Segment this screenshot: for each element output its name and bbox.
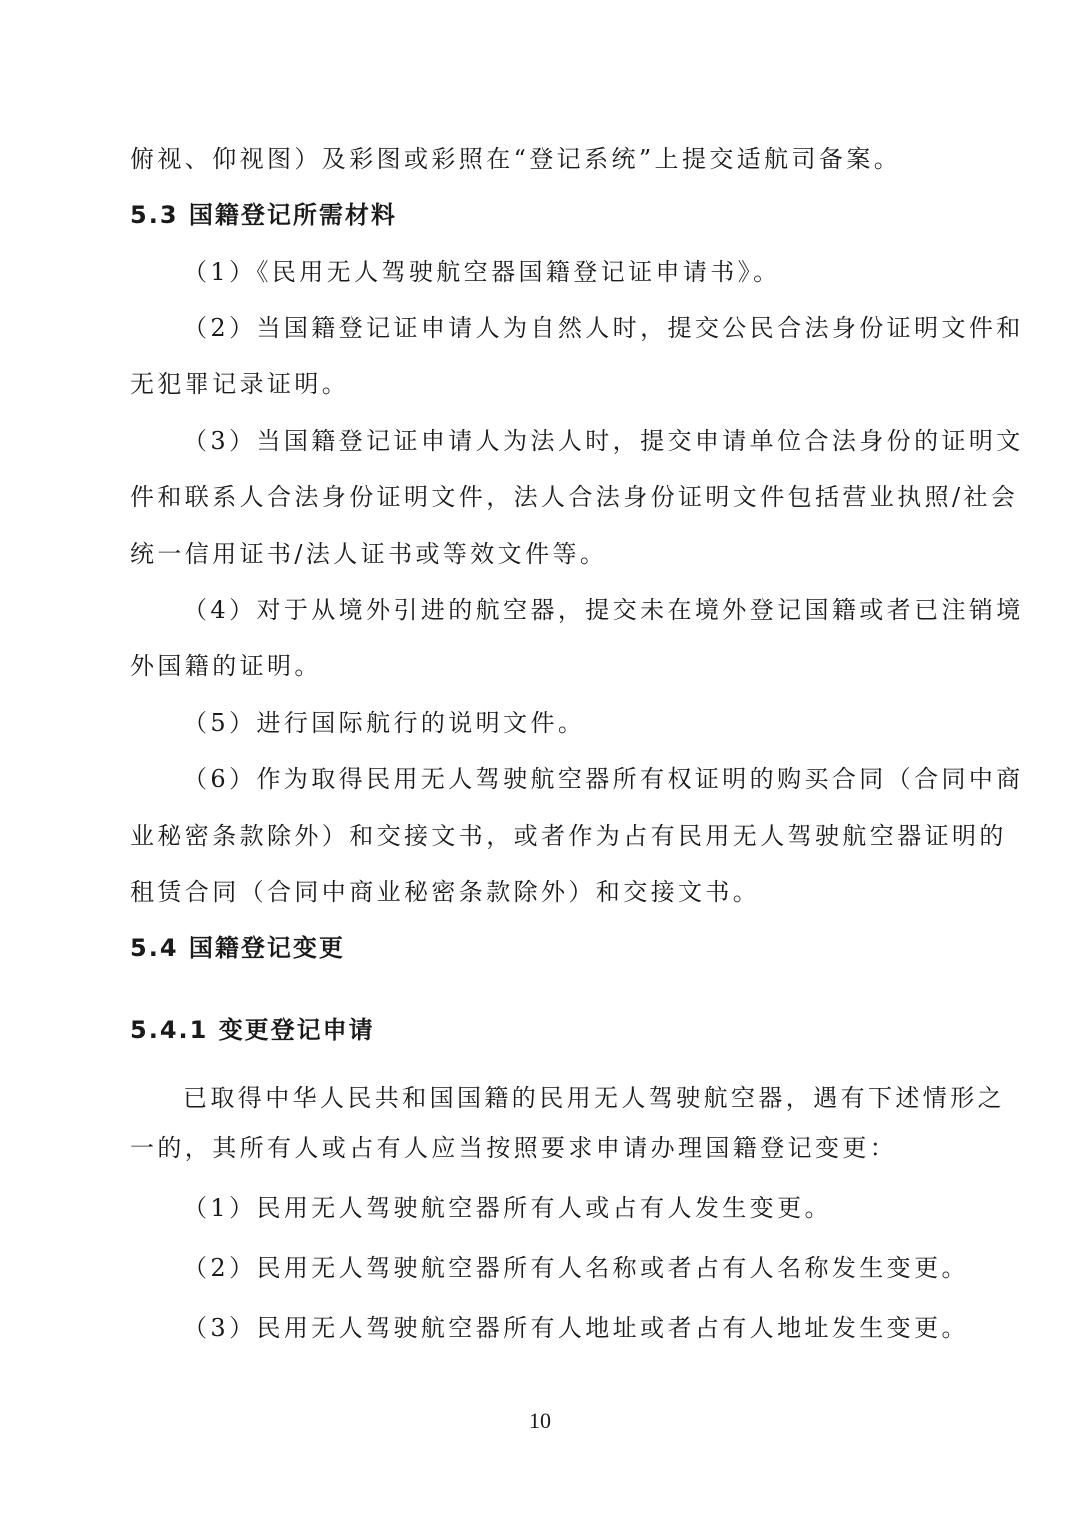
- paragraph-line: 件和联系人合法身份证明文件，法人合法身份证明文件包括营业执照/社会: [130, 483, 1019, 511]
- list-item-4: （4）对于从境外引进的航空器，提交未在境外登记国籍或者已注销境: [183, 596, 1024, 624]
- change-item-3: （3）民用无人驾驶航空器所有人地址或者占有人地址发生变更。: [183, 1314, 969, 1342]
- paragraph-line: 俯视、仰视图）及彩图或彩照在“登记系统”上提交适航司备案。: [130, 145, 902, 173]
- paragraph-line: 统一信用证书/法人证书或等效文件等。: [130, 540, 608, 568]
- list-item-2: （2）当国籍登记证申请人为自然人时，提交公民合法身份证明文件和: [183, 314, 1024, 342]
- list-item-6: （6）作为取得民用无人驾驶航空器所有权证明的购买合同（合同中商: [183, 765, 1024, 793]
- list-item-5: （5）进行国际航行的说明文件。: [183, 709, 586, 737]
- paragraph-line: 已取得中华人民共和国国籍的民用无人驾驶航空器，遇有下述情形之: [183, 1084, 1005, 1112]
- paragraph-line: 无犯罪记录证明。: [130, 370, 350, 398]
- section-heading-5-3: 5.3 国籍登记所需材料: [130, 201, 397, 229]
- paragraph-line: 租赁合同（合同中商业秘密条款除外）和交接文书。: [130, 878, 761, 906]
- list-item-3: （3）当国籍登记证申请人为法人时，提交申请单位合法身份的证明文: [183, 427, 1024, 455]
- change-item-2: （2）民用无人驾驶航空器所有人名称或者占有人名称发生变更。: [183, 1254, 969, 1282]
- paragraph-line: 外国籍的证明。: [130, 652, 322, 680]
- paragraph-line: 业秘密条款除外）和交接文书，或者作为占有民用无人驾驶航空器证明的: [130, 822, 1007, 850]
- page-number: 10: [529, 1408, 551, 1433]
- subsection-heading-5-4-1: 5.4.1 变更登记申请: [130, 1016, 375, 1044]
- change-item-1: （1）民用无人驾驶航空器所有人或占有人发生变更。: [183, 1194, 832, 1222]
- section-heading-5-4: 5.4 国籍登记变更: [130, 934, 345, 962]
- list-item-1: （1）《民用无人驾驶航空器国籍登记证申请书》。: [183, 258, 781, 286]
- paragraph-line: 一的，其所有人或占有人应当按照要求申请办理国籍登记变更：: [130, 1134, 898, 1162]
